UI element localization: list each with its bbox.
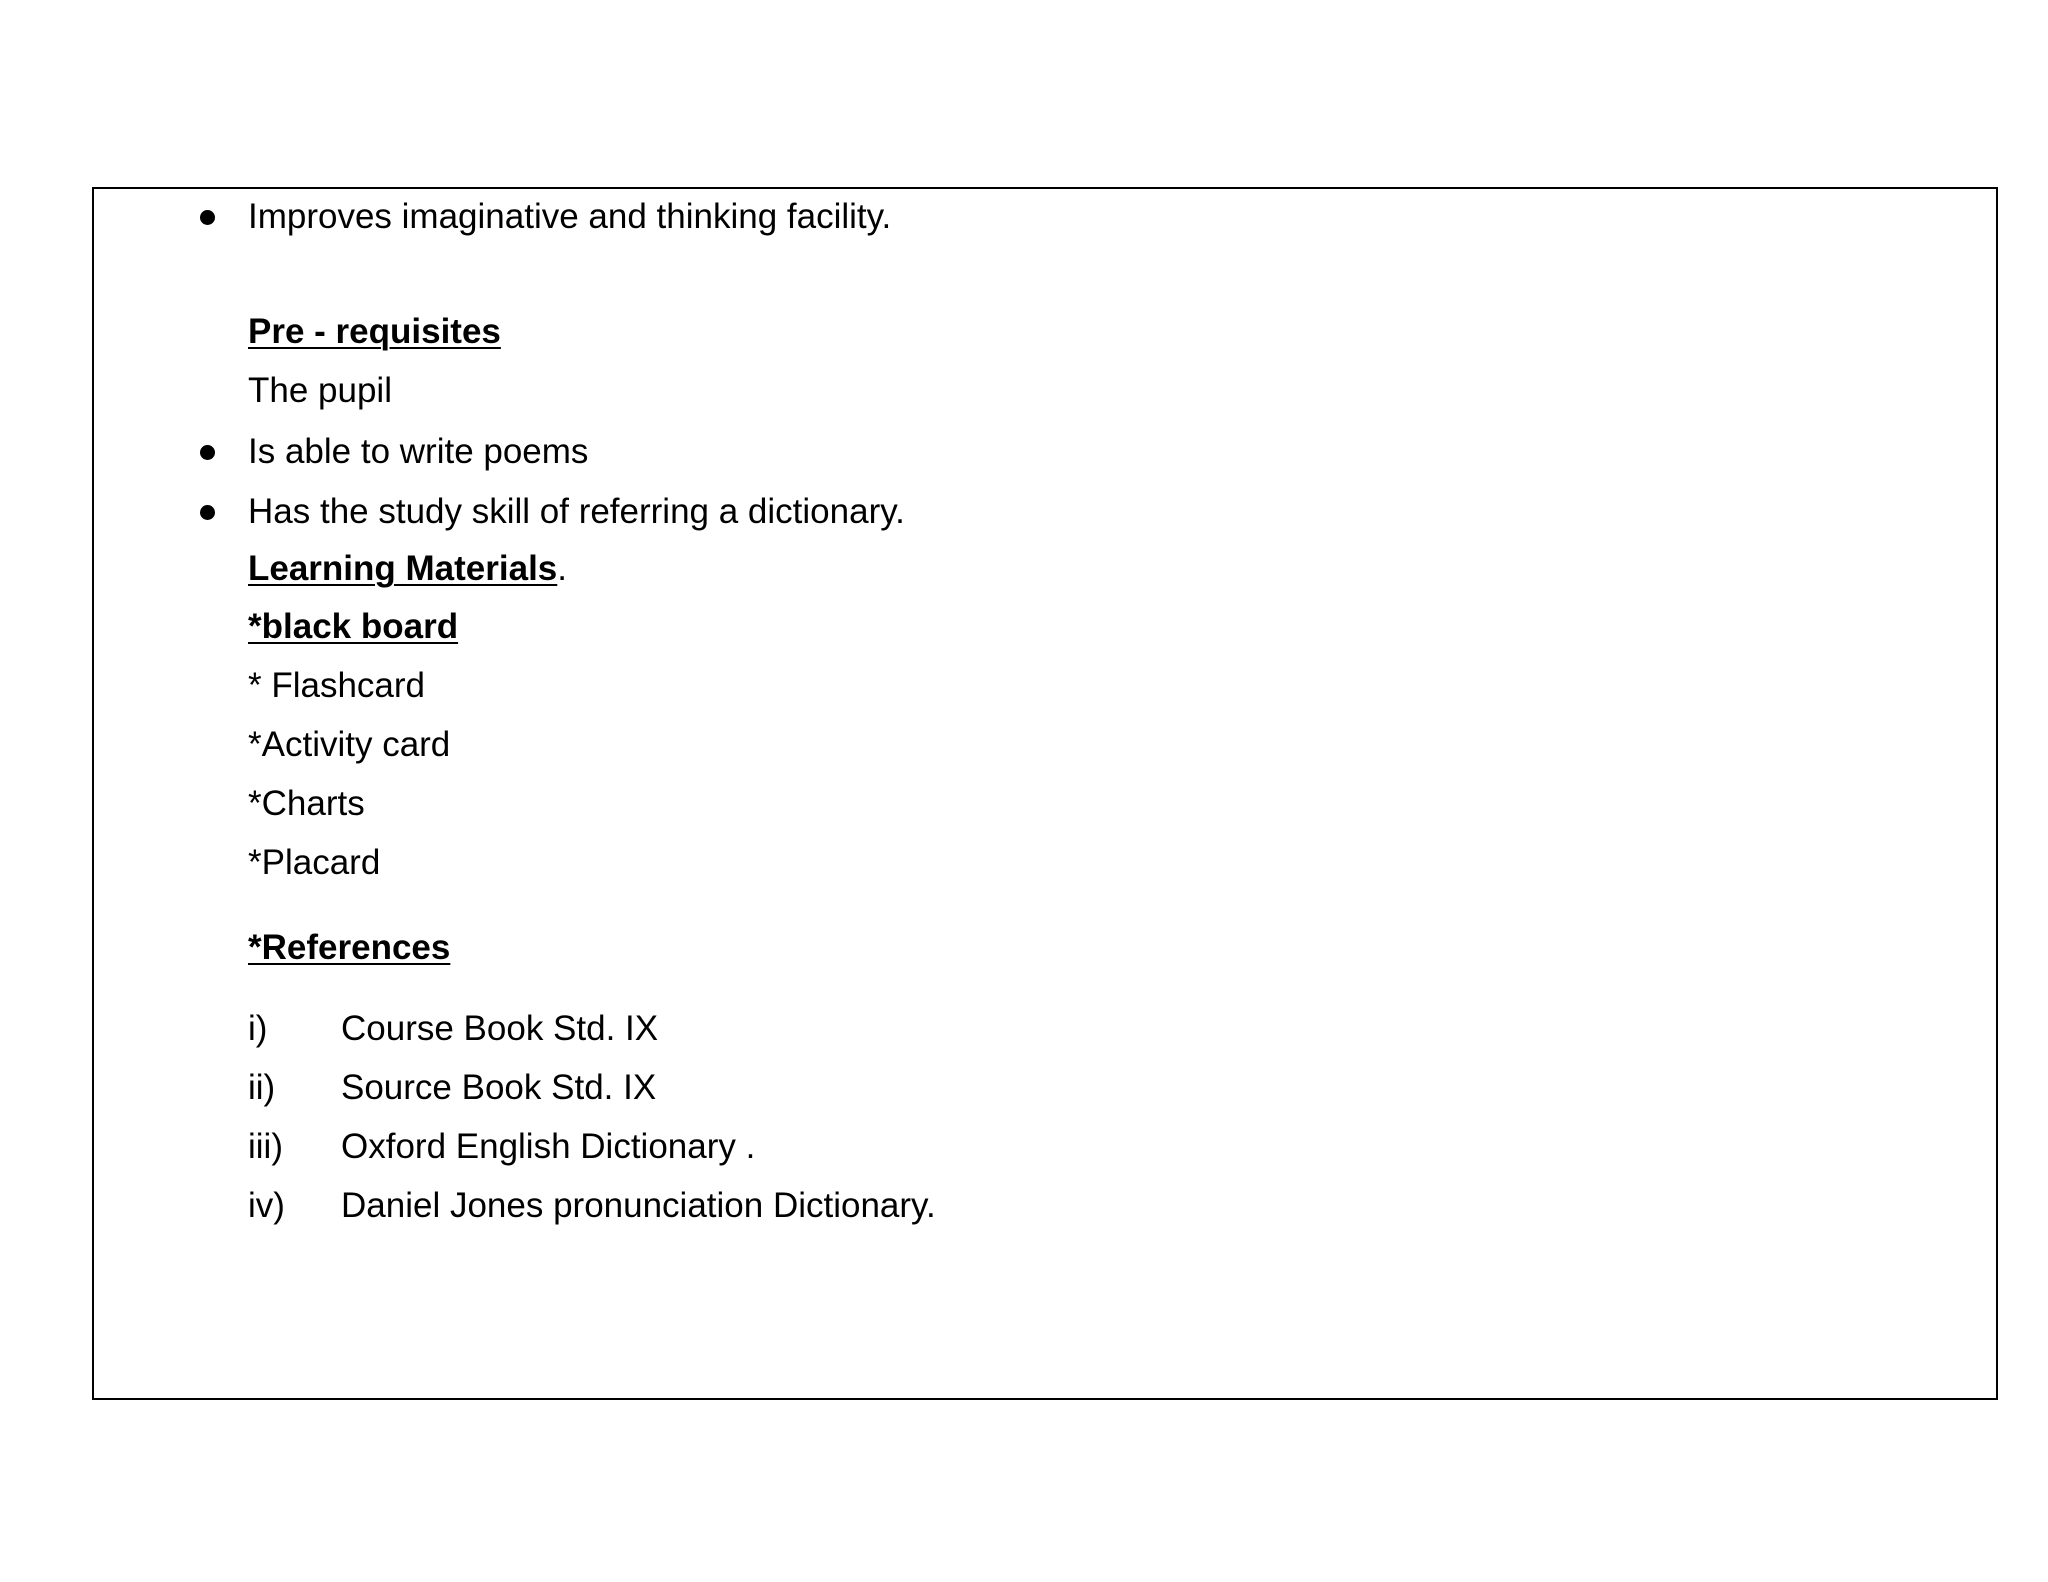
reference-text: Source Book Std. IX: [341, 1068, 657, 1107]
learning-materials-heading: Learning Materials: [248, 549, 558, 588]
prerequisite-item: Has the study skill of referring a dictionary.: [248, 492, 905, 531]
learning-material-item: *Activity card: [248, 725, 451, 764]
prerequisite-item: Is able to write poems: [248, 432, 589, 471]
learning-materials-subheading: *black board: [248, 607, 459, 646]
reference-text: Oxford English Dictionary .: [341, 1127, 756, 1166]
reference-number: ii): [248, 1068, 276, 1107]
reference-text: Daniel Jones pronunciation Dictionary.: [341, 1186, 936, 1225]
bullet-icon: [200, 210, 215, 225]
reference-number: iii): [248, 1127, 283, 1166]
learning-material-item: *Charts: [248, 784, 365, 823]
learning-material-item: * Flashcard: [248, 666, 426, 705]
learning-materials-heading-suffix: .: [557, 549, 567, 588]
reference-number: i): [248, 1009, 268, 1048]
bullet-icon: [200, 445, 215, 460]
reference-number: iv): [248, 1186, 285, 1225]
learning-material-item: *Placard: [248, 843, 381, 882]
bullet-icon: [200, 505, 215, 520]
reference-text: Course Book Std. IX: [341, 1009, 659, 1048]
prerequisites-intro: The pupil: [248, 371, 392, 410]
objective-item: Improves imaginative and thinking facility.: [248, 197, 892, 236]
learning-materials-heading-line: [248, 547, 567, 591]
references-heading: *References: [248, 928, 451, 967]
prerequisites-heading: Pre - requisites: [248, 312, 501, 351]
